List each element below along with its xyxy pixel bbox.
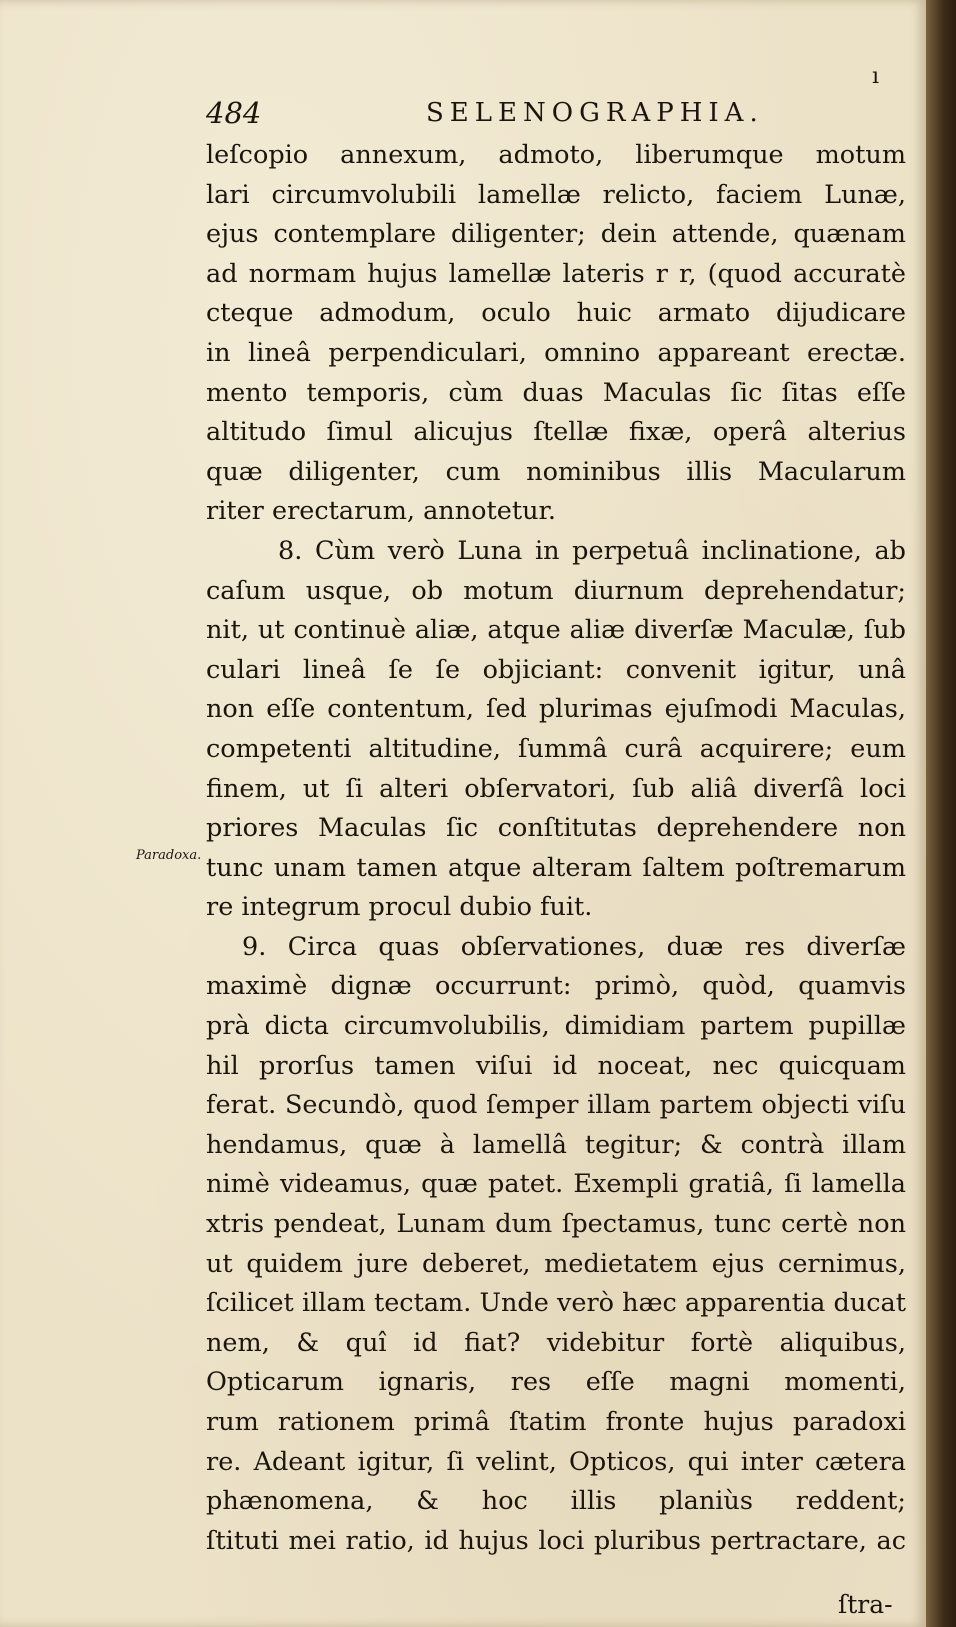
text-line: hil prorſus tamen viſui id noceat, nec quicquam: [206, 1050, 906, 1081]
text-line: ſtituti mei ratio, id hujus loci pluribus pertractare, ac: [206, 1525, 906, 1556]
running-head: [206, 96, 896, 136]
catchword: ſtra-: [838, 1590, 893, 1619]
text-line: leſcopio annexum, admoto, liberumque motum: [206, 140, 906, 170]
paragraph-9-first-line: 9. Circa quas obſervationes, duæ res diverſæ: [242, 931, 906, 962]
text-line: ejus contemplare diligenter; dein attende, quænam: [206, 219, 906, 250]
text-line: caſum usque, ob motum diurnum deprehendatur;: [206, 575, 906, 606]
text-line: tunc unam tamen atque alteram ſaltem poſtremarum: [206, 852, 906, 883]
text-line: non eſſe contentum, ſed plurimas ejuſmodi Maculas,: [206, 694, 906, 725]
text-line: ſcilicet illam tectam. Unde verò hæc apparentia ducat: [206, 1288, 906, 1319]
text-line: ut quidem jure deberet, medietatem ejus cernimus,: [206, 1248, 906, 1279]
text-line: prà dicta circumvolubilis, dimidiam partem pupillæ: [206, 1011, 906, 1042]
paragraph-8-first-line: 8. Cùm verò Luna in perpetuâ inclinatione, ab: [278, 535, 906, 566]
text-line: hendamus, quæ à lamellâ tegitur; & contrà illam: [206, 1129, 906, 1160]
text-line: ad normam hujus lamellæ lateris r r, (quod accuratè: [206, 258, 906, 289]
margin-note: Paradoxa.: [136, 848, 202, 863]
text-line: rum rationem primâ ſtatim fronte hujus paradoxi: [206, 1407, 906, 1437]
text-line: ferat. Secundò, quod ſemper illam partem objecti viſu: [206, 1090, 906, 1121]
text-line: mento temporis, cùm duas Maculas ſic ſitas eſſe: [206, 377, 906, 408]
text-line: nit, ut continuè aliæ, atque aliæ diverſæ Maculæ, ſub: [206, 615, 906, 646]
text-line: Opticarum ignaris, res eſſe magni momenti,: [206, 1367, 906, 1398]
text-line: cteque admodum, oculo huic armato dijudicare: [206, 298, 906, 329]
body-text: [206, 136, 906, 1561]
text-line: nem, & quî id fiat? videbitur fortè aliquibus,: [206, 1327, 906, 1358]
text-line: nimè videamus, quæ patet. Exempli gratiâ, ſi lamella: [206, 1169, 906, 1200]
book-edge: [926, 0, 956, 1627]
corner-mark: ı: [872, 64, 880, 89]
text-line: re. Adeant igitur, ſi velint, Opticos, qui inter cætera: [206, 1446, 906, 1477]
text-line: finem, ut ſi alteri obſervatori, ſub aliâ diverſâ loci: [206, 773, 906, 804]
text-line: lari circumvolubili lamellæ relicto, faciem Lunæ,: [206, 179, 906, 210]
text-line: priores Maculas ſic conſtitutas deprehendere non: [206, 813, 906, 844]
text-line: quæ diligenter, cum nominibus illis Macularum: [206, 456, 906, 487]
text-line: riter erectarum, annotetur.: [206, 496, 556, 527]
text-line: phænomena, & hoc illis planiùs reddent;: [206, 1486, 906, 1517]
text-line: maximè dignæ occurrunt: primò, quòd, quamvis: [206, 971, 906, 1002]
text-line: altitudo ſimul alicujus ſtellæ fixæ, operâ alterius: [206, 417, 906, 448]
text-line: re integrum procul dubio fuit.: [206, 892, 593, 923]
running-title: SELENOGRAPHIA.: [426, 98, 764, 128]
text-line: competenti altitudine, ſummâ curâ acquirere; eum: [206, 733, 906, 764]
text-line: culari lineâ ſe ſe objiciant: convenit igitur, unâ: [206, 654, 906, 685]
page-number: 484: [206, 96, 262, 130]
text-line: xtris pendeat, Lunam dum ſpectamus, tunc certè non: [206, 1209, 906, 1240]
text-line: in lineâ perpendiculari, omnino appareant erectæ.: [206, 337, 906, 368]
